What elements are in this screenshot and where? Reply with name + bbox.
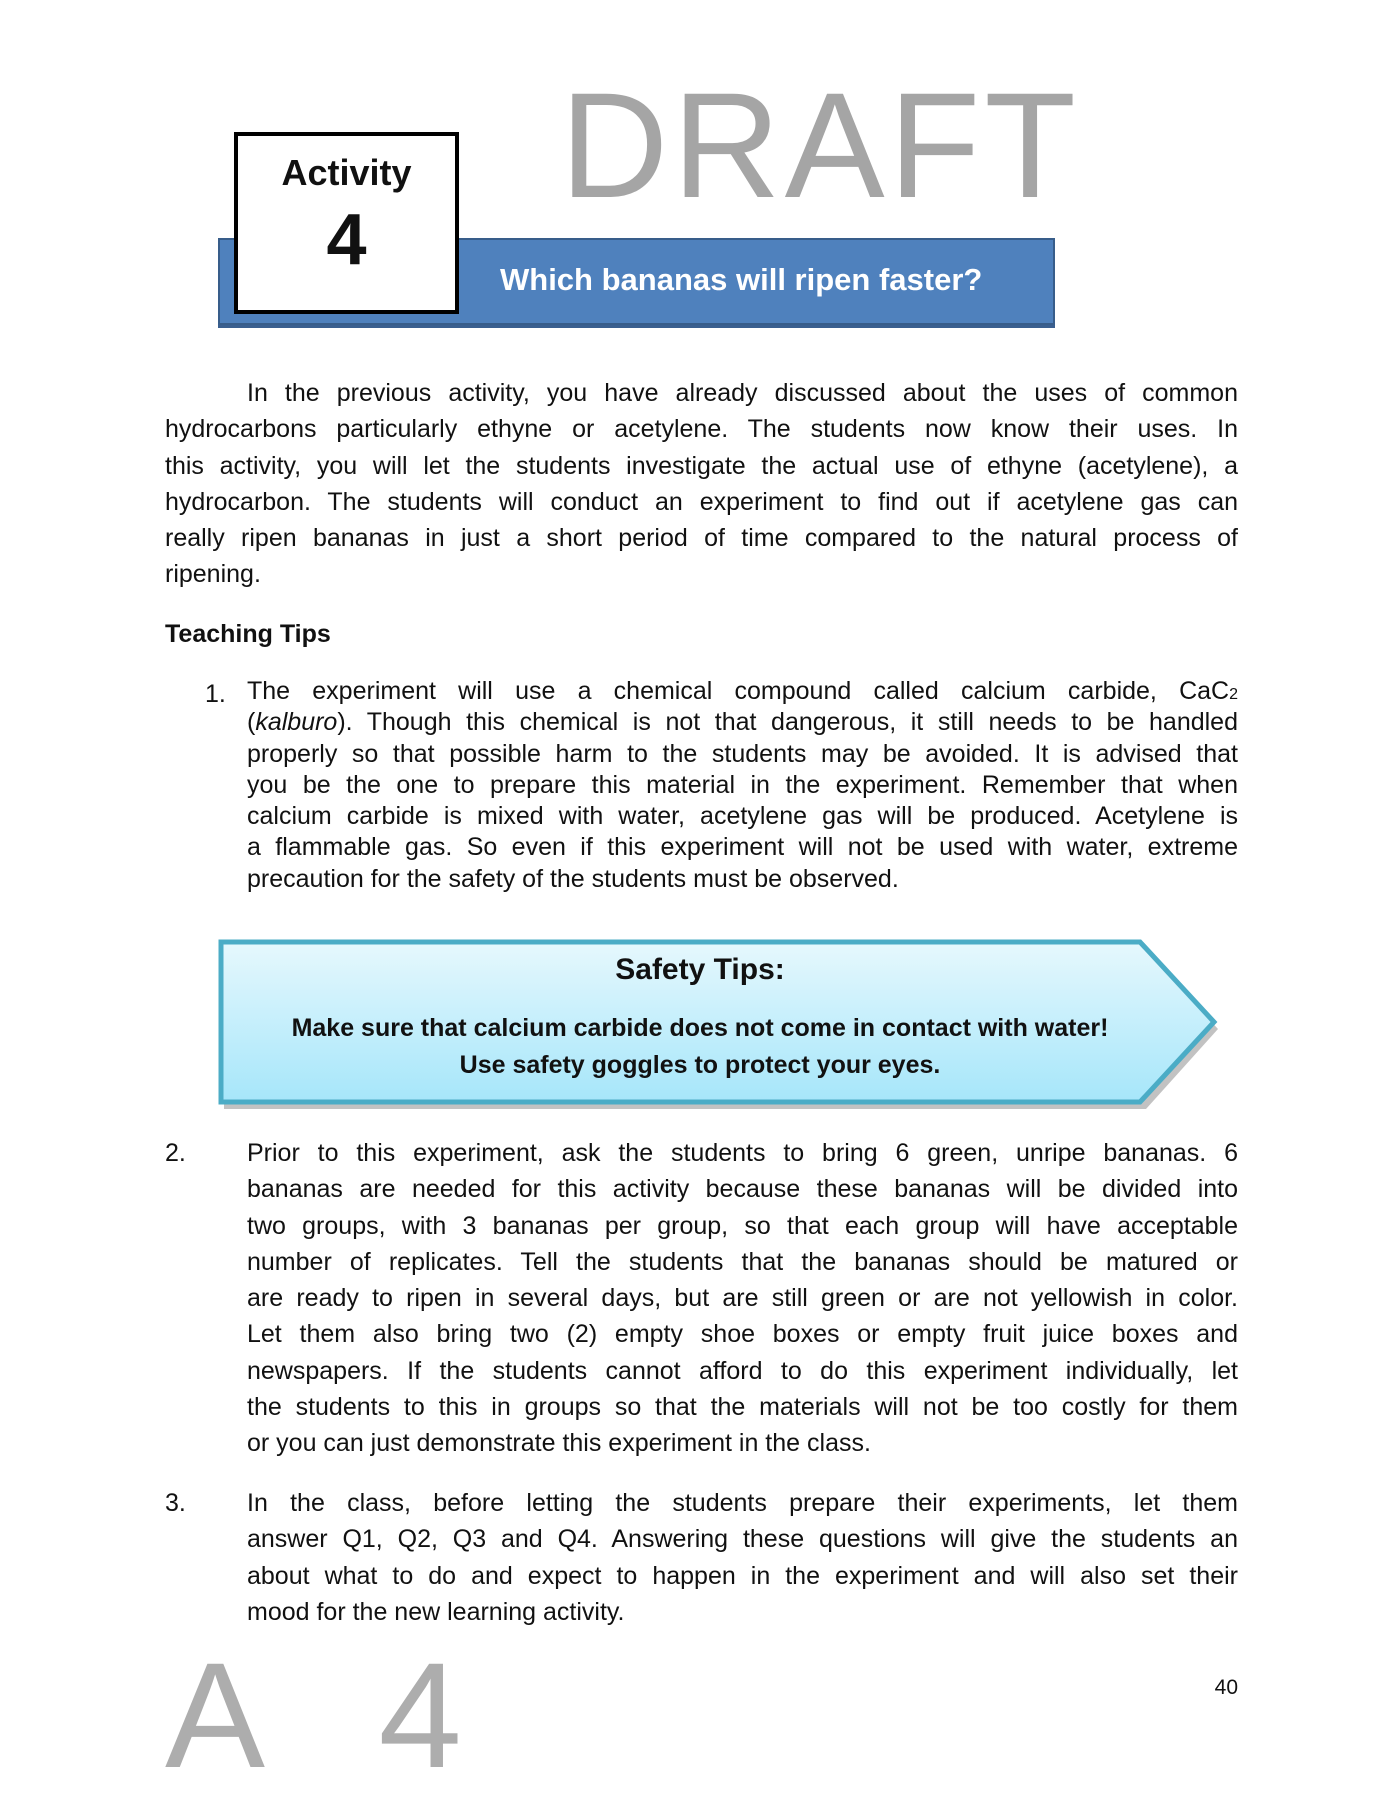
text-line: In the previous activity, you have already discussed about the uses of common — [247, 379, 1238, 407]
text-line: In the class, before letting the students prepare their experiments, let them — [247, 1489, 1238, 1517]
text-line: calcium carbide is mixed with water, acetylene gas will be produced. Acetylene is — [247, 802, 1238, 831]
draft-watermark: DRAFT — [560, 61, 1080, 229]
item-number: 3. — [165, 1489, 186, 1517]
text-line: hydrocarbon. The students will conduct an experiment to find out if acetylene gas can — [165, 487, 1238, 516]
item1-line1: The experiment will use a chemical compound called calcium carbide, CaC — [247, 677, 1230, 705]
item-number: 1. — [205, 680, 226, 708]
date-watermark: A 4 — [165, 1631, 502, 1799]
tip-item-1 — [247, 676, 1238, 895]
item1-line2: ). Though this chemical is not that dangerous, it still needs to be handled — [337, 708, 1238, 737]
text-line: precaution for the safety of the students must be observed. — [247, 864, 899, 893]
text-line: mood for the new learning activity. — [247, 1597, 625, 1626]
text-line: properly so that possible harm to the students may be avoided. It is advised that — [247, 739, 1238, 768]
text-line: you be the one to prepare this material in the experiment. Remember that when — [247, 770, 1238, 799]
text-line: number of replicates. Tell the students that the bananas should be matured or — [247, 1247, 1238, 1276]
safety-tips-text — [230, 948, 1170, 1084]
item-number: 2. — [165, 1139, 186, 1167]
paren: ( — [247, 708, 256, 737]
italic-term: kalburo — [255, 708, 338, 737]
tip-item-3 — [247, 1485, 1238, 1630]
safety-heading: Safety Tips: — [615, 953, 785, 986]
activity-number-box — [234, 132, 459, 314]
teaching-tips-heading: Teaching Tips — [165, 620, 331, 648]
text-line: Let them also bring two (2) empty shoe boxes or empty fruit juice boxes and — [247, 1320, 1238, 1349]
text-line: this activity, you will let the students investigate the actual use of ethyne (acetylene), a — [165, 451, 1238, 480]
text-line: the students to this in groups so that the materials will not be too costly for them — [247, 1393, 1238, 1422]
text-line: two groups, with 3 bananas per group, so that each group will have acceptable — [247, 1211, 1238, 1240]
tip-item-2 — [247, 1135, 1238, 1462]
activity-number: 4 — [326, 200, 367, 280]
text-line: answer Q1, Q2, Q3 and Q4. Answering these questions will give the students an — [247, 1525, 1238, 1554]
text-line: are ready to ripen in several days, but are still green or are not yellowish in color. — [247, 1284, 1238, 1313]
text-line: really ripen bananas in just a short period of time compared to the natural process of — [165, 524, 1238, 553]
text-line: ripening. — [165, 560, 261, 589]
text-line: Prior to this experiment, ask the students to bring 6 green, unripe bananas. 6 — [247, 1139, 1238, 1167]
page-number: 40 — [1214, 1676, 1238, 1699]
safety-line-1: Make sure that calcium carbide does not come in contact with water! — [291, 1014, 1109, 1042]
text-line: hydrocarbons particularly ethyne or acetylene. The students now know their uses. In — [165, 415, 1238, 444]
text-line: or you can just demonstrate this experiment in the class. — [247, 1429, 871, 1458]
intro-paragraph — [165, 375, 1238, 593]
activity-label: Activity — [281, 152, 412, 193]
activity-title: Which bananas will ripen faster? — [500, 262, 983, 297]
subscript: 2 — [1229, 686, 1238, 703]
text-line: bananas are needed for this activity because these bananas will be divided into — [247, 1175, 1238, 1204]
text-line: about what to do and expect to happen in the experiment and will also set their — [247, 1561, 1238, 1590]
item1-rest — [247, 739, 1238, 895]
safety-line-2: Use safety goggles to protect your eyes. — [459, 1051, 941, 1079]
text-line: a flammable gas. So even if this experiment will not be used with water, extreme — [247, 833, 1238, 862]
text-line: newspapers. If the students cannot afford to do this experiment individually, let — [247, 1356, 1238, 1385]
